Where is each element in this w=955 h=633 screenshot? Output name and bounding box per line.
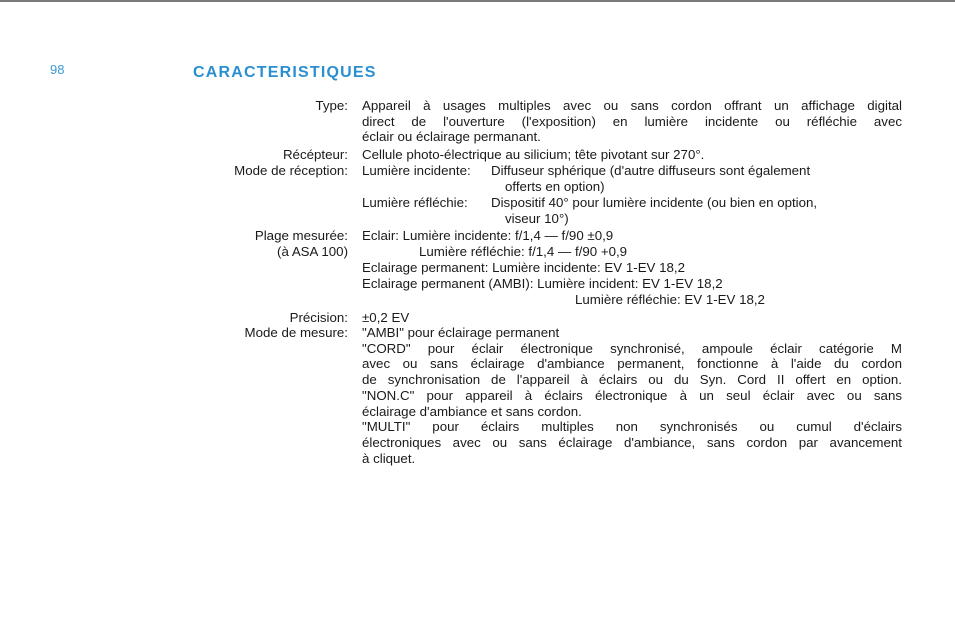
mode-mesure-line-8: électroniques avec ou sans éclairage d'ambiance, sans cordon par avancement: [362, 434, 902, 450]
mode-mesure-line-2: "CORD" pour éclair électronique synchronisé, ampoule éclair catégorie M: [362, 340, 902, 356]
plage-line-2: Lumière réfléchie: f/1,4 — f/90 +0,9: [419, 244, 628, 259]
precision-text: ±0,2 EV: [362, 310, 410, 325]
reception-incidente-label: Lumière incidente:: [362, 163, 471, 178]
page-top-edge: [0, 0, 955, 2]
mode-mesure-line-1: "AMBI" pour éclairage permanent: [362, 325, 560, 340]
mode-mesure-line-6: éclairage d'ambiance et sans cordon.: [362, 403, 582, 419]
reception-incidente-line-2: offerts en option): [505, 179, 605, 194]
mode-mesure-line-7: "MULTI" pour éclairs multiples non synchronisés ou cumul d'éclairs: [362, 419, 902, 435]
type-line-1: Appareil à usages multiples avec ou sans cordon offrant un affichage digital: [362, 98, 902, 113]
type-line-3: éclair ou éclairage permanant.: [362, 129, 541, 145]
type-line-2: direct de l'ouverture (l'exposition) en lumière incidente ou réfléchie avec: [362, 113, 902, 129]
recepteur-text: Cellule photo-électrique au silicium; tête pivotant sur 270°.: [362, 147, 705, 162]
label-asa: (à ASA 100): [277, 244, 348, 259]
plage-line-1: Eclair: Lumière incidente: f/1,4 — f/90 ±0,9: [362, 228, 614, 243]
mode-mesure-line-3: avec ou sans éclairage d'ambiance permanent, fonctionne à l'aide du cordon: [362, 356, 902, 372]
reception-incidente-line-1: Diffuseur sphérique (d'autre diffuseurs sont également: [491, 163, 811, 178]
label-type: Type:: [315, 98, 348, 113]
label-mode-reception: Mode de réception:: [234, 163, 348, 178]
label-plage: Plage mesurée:: [254, 228, 348, 243]
page-number: 98: [50, 62, 65, 77]
reception-reflechie-line-2: viseur 10°): [505, 211, 569, 226]
mode-mesure-line-5: "NON.C" pour appareil à éclairs électronique à un seul éclair avec ou sans: [362, 387, 902, 403]
label-recepteur: Récépteur:: [282, 147, 348, 162]
reception-reflechie-label: Lumière réfléchie:: [362, 195, 468, 210]
mode-mesure-description: [362, 325, 902, 466]
label-precision: Précision:: [289, 310, 348, 325]
plage-line-3: Eclairage permanent: Lumière incidente: EV 1-EV 18,2: [362, 260, 686, 275]
label-mode-mesure: Mode de mesure:: [244, 325, 348, 340]
section-title: CARACTERISTIQUES: [193, 64, 377, 81]
plage-line-4: Eclairage permanent (AMBI): Lumière incident: EV 1-EV 18,2: [362, 276, 723, 291]
mode-mesure-line-4: de synchronisation de l'appareil à éclairs ou du Syn. Cord II offert en option.: [362, 372, 902, 388]
plage-line-5: Lumière réfléchie: EV 1-EV 18,2: [575, 292, 765, 307]
reception-reflechie-line-1: Dispositif 40° pour lumière incidente (ou bien en option,: [491, 195, 818, 210]
type-description: [362, 98, 902, 145]
mode-mesure-line-9: à cliquet.: [362, 450, 416, 466]
